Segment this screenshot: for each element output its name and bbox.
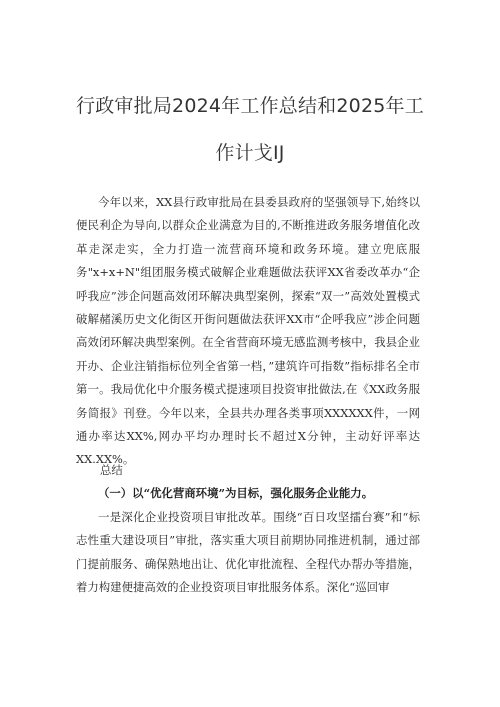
section-heading: （一）以“优化营商环境”为目标，强化服务企业能力。	[98, 486, 374, 500]
intro-paragraph: 今年以来，XX县行政审批局在县委县政府的坚强领导下,始终以便民利企为导向,以群众企业满意为目的,不断推进政务服务增值化改革走深走实，全力打造一流营商环境和政务环境。建立兜底服务"x+x+N"组团服务模式破解企业难题做法获评XX省委改革办“企呼我应”涉企问题高效闭环解决典型案例，探索“双一”高效处置模式破解赭溪历史文化街区开街问题做法获评XX市“企呼我应”涉企问题高效闭环解决典型案例。在全省营商环境无感监测考核中，我县企业开办、企业注销指标位列全省第一档，”建筑许可指数”指标排名全市第一。我局优化中介服务模式提速项目投资审批做法,在《XX政务服务简报》刊登。今年以来，全县共办理各类事项XXXXXX件，一网通办率达XX%,网办平均办理时长不超过X分钟，主动好评率达XX.XX%。	[76, 195, 420, 467]
section-paragraph: 一是深化企业投资项目审批改革。围绕“百日攻坚擂台赛”和“标志性重大建设项目”审批，落实重大项目前期协同推进机制，通过部门提前服务、确保熟地出让、优化审批流程、全程代办帮办等措施，着力构建便捷高效的企业投资项目审批服务体系。深化“巡回审	[76, 510, 420, 595]
section-label: 总结	[100, 463, 123, 477]
document-title-line-2: 作计戈IJ	[215, 142, 285, 164]
document-title-line-1: 行政审批局2024年工作总结和2025年工	[76, 95, 424, 117]
